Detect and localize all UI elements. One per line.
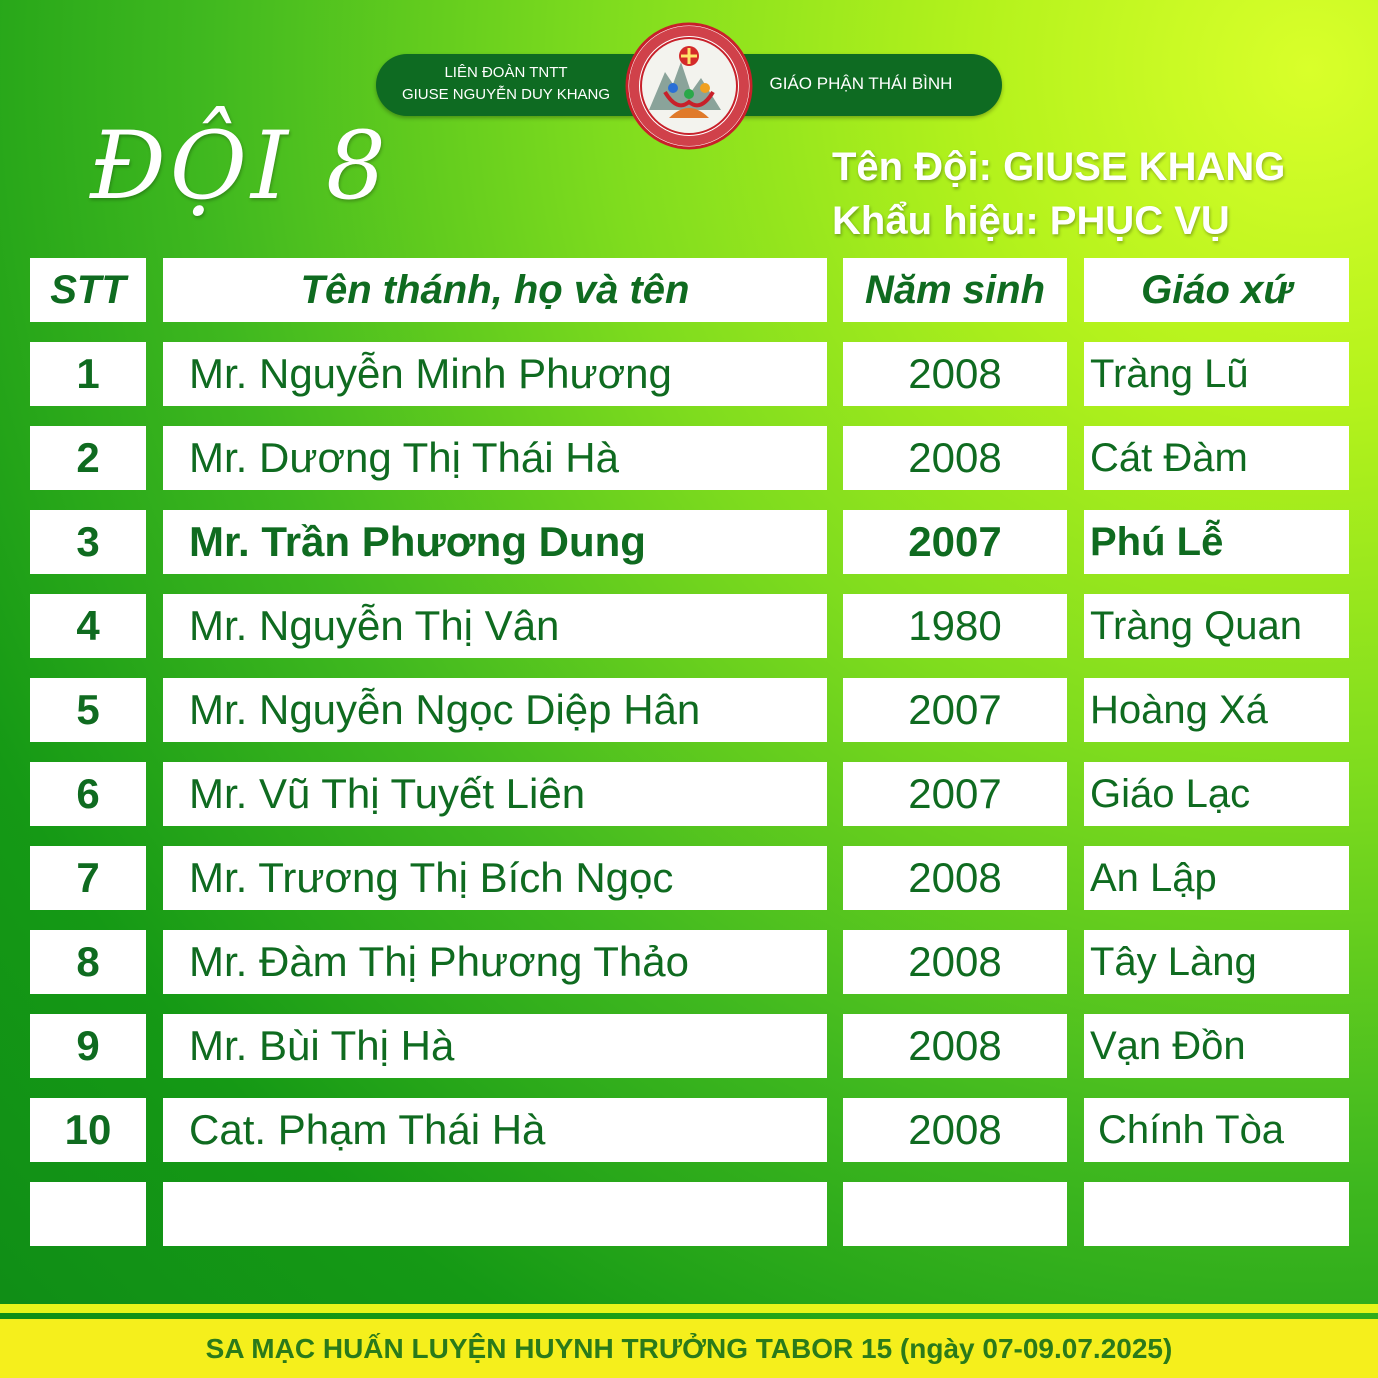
row-4-name: Mr. Nguyễn Thị Vân: [163, 594, 827, 658]
header-name: Tên thánh, họ và tên: [163, 258, 827, 322]
row-8-name: Mr. Đàm Thị Phương Thảo: [163, 930, 827, 994]
org-name: [376, 62, 636, 106]
header-stt: STT: [30, 258, 146, 322]
row-4-parish: Tràng Quan: [1084, 594, 1349, 658]
row-5-stt: 5: [30, 678, 146, 742]
diocese-name: GIÁO PHẬN THÁI BÌNH: [769, 74, 953, 93]
row-3-parish: Phú Lễ: [1084, 510, 1349, 574]
row-10-name: Cat. Phạm Thái Hà: [163, 1098, 827, 1162]
row-10-year: 2008: [843, 1098, 1067, 1162]
row-5-year: 2007: [843, 678, 1067, 742]
team-motto: Khẩu hiệu: PHỤC VỤ: [832, 199, 1230, 243]
row-1-year: 2008: [843, 342, 1067, 406]
row-5-parish: Hoàng Xá: [1084, 678, 1349, 742]
row-9-stt: 9: [30, 1014, 146, 1078]
footer-bar: [0, 1319, 1378, 1378]
team-info: [832, 140, 1285, 248]
row-5-name: Mr. Nguyễn Ngọc Diệp Hân: [163, 678, 827, 742]
row-6-name: Mr. Vũ Thị Tuyết Liên: [163, 762, 827, 826]
row-7-name: Mr. Trương Thị Bích Ngọc: [163, 846, 827, 910]
org-line2: GIUSE NGUYỄN DUY KHANG: [401, 86, 611, 103]
row-6-year: 2007: [843, 762, 1067, 826]
row-2-parish: Cát Đàm: [1084, 426, 1349, 490]
row-2-stt: 2: [30, 426, 146, 490]
row-10-parish: Chính Tòa: [1084, 1098, 1349, 1162]
row-10-stt: 10: [30, 1098, 146, 1162]
row-1-name: Mr. Nguyễn Minh Phương: [163, 342, 827, 406]
row-6-stt: 6: [30, 762, 146, 826]
row-8-year: 2008: [843, 930, 1067, 994]
team-name: Tên Đội: GIUSE KHANG: [832, 145, 1286, 189]
row-3-year: 2007: [843, 510, 1067, 574]
row-11-parish: [1084, 1182, 1349, 1246]
row-9-name: Mr. Bùi Thị Hà: [163, 1014, 827, 1078]
row-7-parish: An Lập: [1084, 846, 1349, 910]
footer-text: SA MẠC HUẤN LUYỆN HUYNH TRƯỞNG TABOR 15 (ngày 07-09.07.2025): [205, 1332, 1173, 1364]
row-9-parish: Vạn Đồn: [1084, 1014, 1349, 1078]
row-1-parish: Tràng Lũ: [1084, 342, 1349, 406]
team-number-title: ĐỘI 8: [90, 112, 390, 221]
row-7-year: 2008: [843, 846, 1067, 910]
diocese-emblem-icon: [625, 22, 753, 150]
org-line1: LIÊN ĐOÀN TNTT: [444, 64, 568, 81]
row-9-year: 2008: [843, 1014, 1067, 1078]
row-7-stt: 7: [30, 846, 146, 910]
header-parish: Giáo xứ: [1084, 258, 1349, 322]
row-3-name: Mr. Trần Phương Dung: [163, 510, 827, 574]
row-3-stt: 3: [30, 510, 146, 574]
row-1-stt: 1: [30, 342, 146, 406]
row-6-parish: Giáo Lạc: [1084, 762, 1349, 826]
header-year: Năm sinh: [843, 258, 1067, 322]
row-11-name: [163, 1182, 827, 1246]
footer-divider: [0, 1304, 1378, 1313]
row-8-parish: Tây Làng: [1084, 930, 1349, 994]
row-2-year: 2008: [843, 426, 1067, 490]
row-4-stt: 4: [30, 594, 146, 658]
row-11-year: [843, 1182, 1067, 1246]
row-8-stt: 8: [30, 930, 146, 994]
row-4-year: 1980: [843, 594, 1067, 658]
row-2-name: Mr. Dương Thị Thái Hà: [163, 426, 827, 490]
row-11-stt: [30, 1182, 146, 1246]
